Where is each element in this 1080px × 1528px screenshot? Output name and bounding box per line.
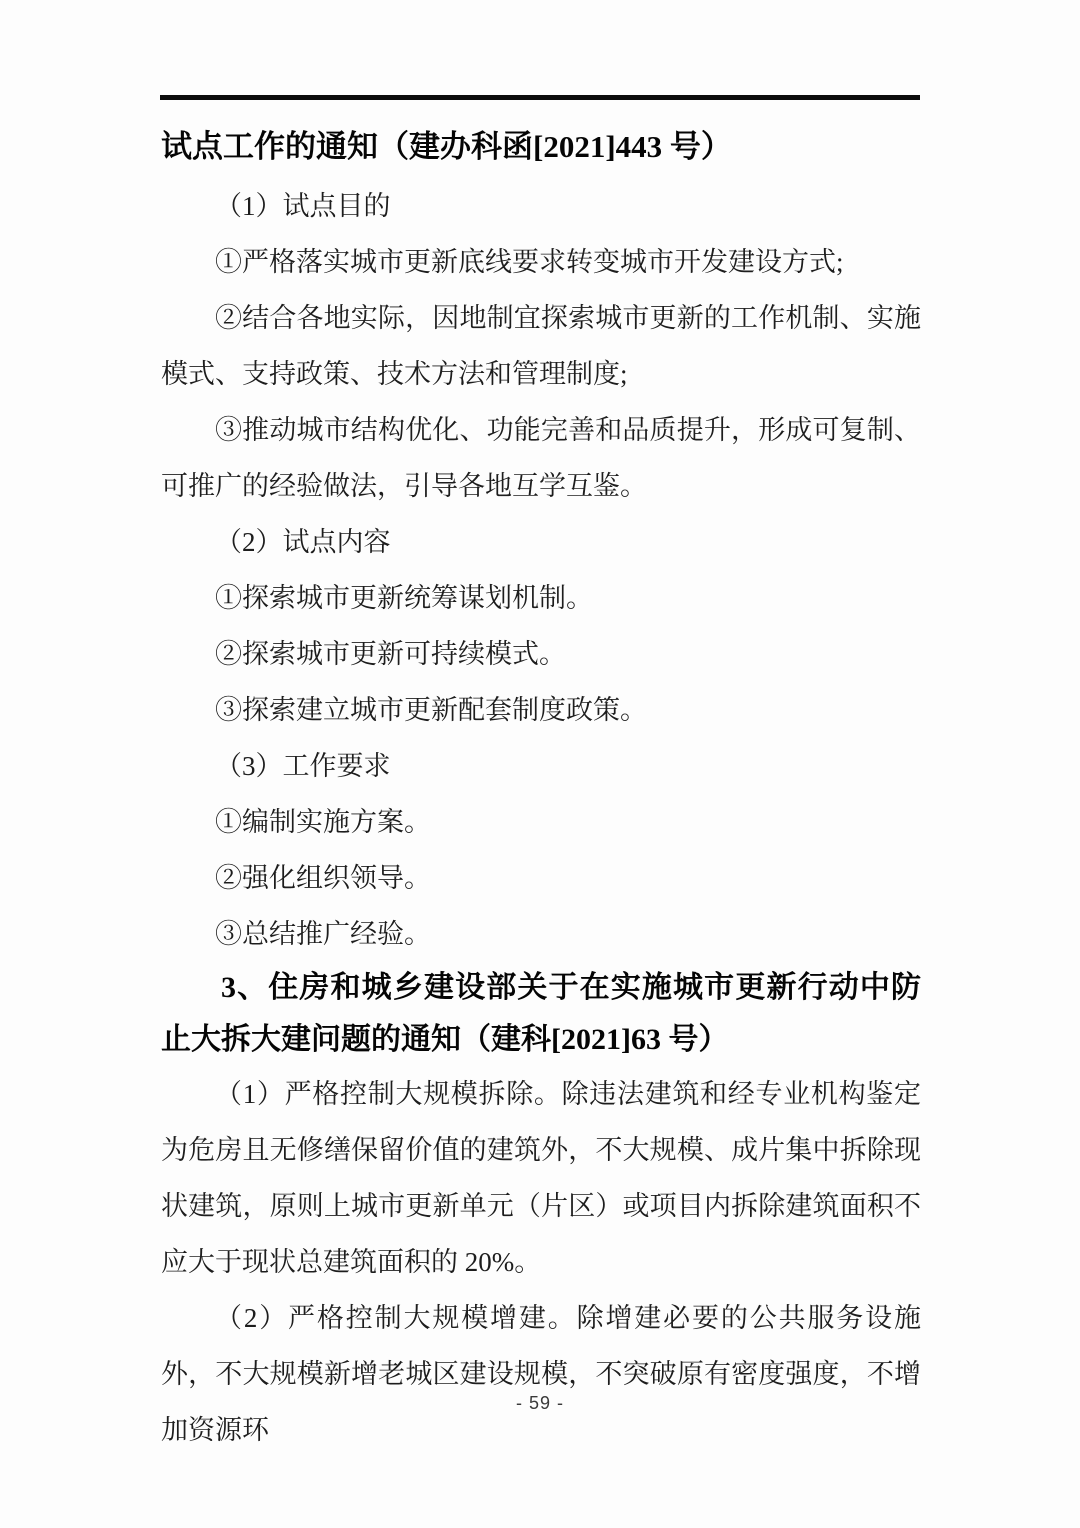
page-footer (0, 1393, 1080, 1414)
document-content (161, 116, 921, 1458)
list-item: ③总结推广经验。 (215, 919, 431, 949)
paragraph: （1）严格控制大规模拆除。除违法建筑和经专业机构鉴定为危房且无修缮保留价值的建筑外，不大规模、成片集中拆除现状建筑，原则上城市更新单元（片区）或项目内拆除建筑面积不应大于现状总建筑面积的 20%。 (161, 1079, 921, 1277)
list-item: ②探索城市更新可持续模式。 (215, 639, 566, 669)
list-item: ③探索建立城市更新配套制度政策。 (215, 695, 647, 725)
list-item-label: （3）工作要求 (215, 751, 391, 781)
paragraph: （2）严格控制大规模增建。除增建必要的公共服务设施外，不大规模新增老城区建设规模，不突破原有密度强度，不增加资源环 (161, 1303, 921, 1445)
list-item: ①严格落实城市更新底线要求转变城市开发建设方式; (215, 247, 844, 277)
list-item: ①探索城市更新统筹谋划机制。 (215, 583, 593, 613)
list-item: ②强化组织领导。 (215, 863, 431, 893)
list-item: ①编制实施方案。 (215, 807, 431, 837)
list-item: ③推动城市结构优化、功能完善和品质提升，形成可复制、可推广的经验做法，引导各地互学互鉴。 (161, 415, 921, 501)
section-heading-3: 3、住房和城乡建设部关于在实施城市更新行动中防止大拆大建问题的通知（建科[2021]63 号） (161, 971, 921, 1056)
list-item-label: （2）试点内容 (215, 527, 391, 557)
page-number: - 59 - (515, 1393, 564, 1413)
header-divider-rule (160, 95, 920, 100)
list-item-label: （1）试点目的 (215, 191, 391, 221)
list-item: ②结合各地实际，因地制宜探索城市更新的工作机制、实施模式、支持政策、技术方法和管理制度; (161, 303, 921, 389)
notice-title-wrapped-line: 试点工作的通知（建办科函[2021]443 号） (161, 129, 732, 164)
